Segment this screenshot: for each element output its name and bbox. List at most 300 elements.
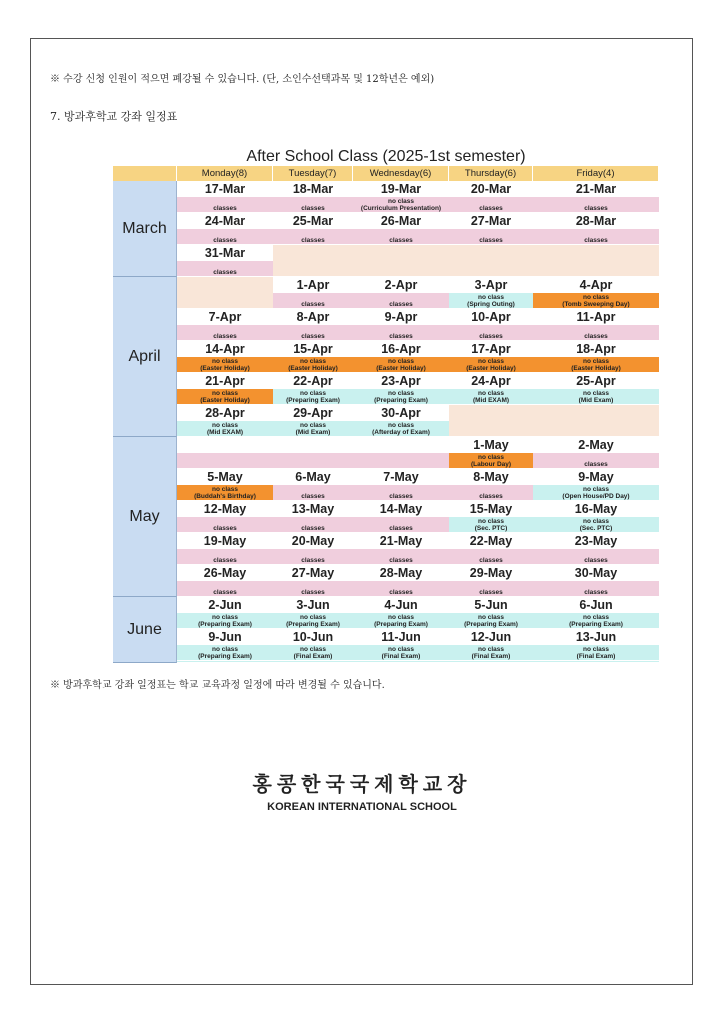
status-line-2: classes <box>389 557 413 564</box>
status-cell <box>533 613 659 629</box>
month-label: June <box>113 597 177 663</box>
status-line-1: no class <box>582 486 609 493</box>
status-line-1 <box>533 454 659 461</box>
status-cell <box>533 485 659 501</box>
status-line-2: classes <box>584 461 608 468</box>
status-cell <box>449 421 533 437</box>
status-cell <box>533 517 659 533</box>
status-line-1: no class <box>211 614 238 621</box>
day-header: Monday(8) <box>177 166 273 181</box>
status-line-2: (Preparing Exam) <box>198 621 252 628</box>
status-line-1 <box>177 518 273 525</box>
status-line-1: no class <box>387 614 414 621</box>
status-line-1 <box>353 486 449 493</box>
status-line-2: (Easter Holiday) <box>376 365 426 372</box>
status-cell <box>533 645 659 661</box>
date-cell: 8-May <box>449 469 533 485</box>
status-line-2: classes <box>389 525 413 532</box>
status-cell <box>449 581 533 597</box>
date-cell: 15-May <box>449 501 533 517</box>
status-cell <box>449 613 533 629</box>
status-cell <box>273 357 353 373</box>
status-cell <box>533 197 659 213</box>
status-cell <box>353 661 449 663</box>
status-cell <box>449 229 533 245</box>
status-cell <box>353 549 449 565</box>
status-line-1: no class <box>477 646 504 653</box>
status-line-1: no class <box>387 390 414 397</box>
date-cell: 27-Mar <box>449 213 533 229</box>
status-line-1 <box>273 582 353 589</box>
status-line-2: classes <box>479 589 503 596</box>
status-cell <box>533 549 659 565</box>
status-cell <box>449 549 533 565</box>
status-line-2: (Mid Exam) <box>578 397 614 404</box>
status-line-1 <box>353 294 449 301</box>
status-line-2: classes <box>389 301 413 308</box>
status-line-1: no class <box>299 422 326 429</box>
status-cell <box>353 325 449 341</box>
status-line-2: (Sec. PTC) <box>474 525 508 532</box>
date-cell: 12-May <box>177 501 273 517</box>
date-cell: 1-Apr <box>273 277 353 293</box>
date-cell: 22-May <box>449 533 533 549</box>
status-line-2: classes <box>584 237 608 244</box>
status-cell <box>177 197 273 213</box>
status-line-1 <box>533 582 659 589</box>
status-cell <box>177 325 273 341</box>
date-cell: 13-May <box>273 501 353 517</box>
date-cell: 1-May <box>449 437 533 453</box>
status-cell <box>273 261 353 277</box>
status-line-1 <box>273 550 353 557</box>
status-cell <box>273 549 353 565</box>
status-line-1: no class <box>299 358 326 365</box>
status-cell <box>353 485 449 501</box>
status-line-2: classes <box>301 205 325 212</box>
status-cell <box>533 453 659 469</box>
status-line-1 <box>353 230 449 237</box>
status-cell <box>449 325 533 341</box>
status-line-2: classes <box>584 333 608 340</box>
status-cell <box>177 485 273 501</box>
status-cell <box>273 645 353 661</box>
status-line-1: no class <box>211 390 238 397</box>
status-line-2: (Easter Holiday) <box>288 365 338 372</box>
status-cell <box>533 661 659 663</box>
status-line-2: classes <box>213 525 237 532</box>
status-line-2: classes <box>389 333 413 340</box>
status-cell <box>273 229 353 245</box>
status-line-1 <box>449 486 533 493</box>
date-cell: 21-Apr <box>177 373 273 389</box>
status-line-2: (Mid Exam) <box>295 429 331 436</box>
status-cell <box>177 453 273 469</box>
status-cell <box>177 357 273 373</box>
date-cell: 31-Mar <box>177 245 273 261</box>
status-cell <box>533 325 659 341</box>
status-line-1: no class <box>299 614 326 621</box>
status-line-1 <box>273 326 353 333</box>
status-cell <box>533 357 659 373</box>
status-line-2: (Preparing Exam) <box>198 653 252 660</box>
date-cell: 9-Apr <box>353 309 449 325</box>
status-line-2: (Easter Holiday) <box>466 365 516 372</box>
status-line-2: classes <box>479 557 503 564</box>
status-line-1 <box>273 662 353 663</box>
status-line-1 <box>177 262 273 269</box>
date-cell <box>449 405 533 421</box>
status-cell <box>449 293 533 309</box>
date-cell: 7-Apr <box>177 309 273 325</box>
date-cell: 17-Apr <box>449 341 533 357</box>
status-line-2: classes <box>213 589 237 596</box>
status-line-1 <box>177 454 273 461</box>
status-line-1 <box>273 518 353 525</box>
status-line-1 <box>177 582 273 589</box>
status-line-1: no class <box>477 454 504 461</box>
status-line-1: no class <box>211 486 238 493</box>
date-cell: 11-Jun <box>353 629 449 645</box>
status-line-1: no class <box>211 358 238 365</box>
status-line-2: (Spring Outing) <box>467 301 515 308</box>
status-line-2: (Buddah's Birthday) <box>194 493 256 500</box>
date-cell: 28-Apr <box>177 405 273 421</box>
status-cell <box>353 357 449 373</box>
status-cell <box>449 357 533 373</box>
status-line-1 <box>533 326 659 333</box>
date-cell: 24-Mar <box>177 213 273 229</box>
status-line-2: classes <box>584 205 608 212</box>
status-line-2: (Final Exam) <box>381 653 421 660</box>
date-cell <box>533 405 659 421</box>
month-label: March <box>113 181 177 277</box>
status-cell <box>273 197 353 213</box>
status-line-1 <box>353 326 449 333</box>
status-line-2: classes <box>301 525 325 532</box>
status-cell <box>177 293 273 309</box>
status-line-2: (Preparing Exam) <box>464 621 518 628</box>
status-cell <box>273 293 353 309</box>
status-line-1: no class <box>387 646 414 653</box>
date-cell <box>273 437 353 453</box>
status-cell <box>177 549 273 565</box>
status-line-1 <box>353 582 449 589</box>
date-cell <box>177 437 273 453</box>
status-line-2: classes <box>389 493 413 500</box>
status-line-1 <box>449 230 533 237</box>
status-line-1: no class <box>387 198 414 205</box>
status-line-2: (Preparing Exam) <box>286 397 340 404</box>
status-cell <box>533 581 659 597</box>
status-cell <box>353 229 449 245</box>
status-cell <box>177 581 273 597</box>
status-line-1 <box>449 326 533 333</box>
status-cell <box>449 645 533 661</box>
date-cell: 5-Jun <box>449 597 533 613</box>
status-line-1 <box>177 550 273 557</box>
status-cell <box>533 293 659 309</box>
status-line-1 <box>533 550 659 557</box>
date-cell: 26-May <box>177 565 273 581</box>
status-line-1: no class <box>387 422 414 429</box>
status-line-1: no class <box>582 518 609 525</box>
status-line-2: (Easter Holiday) <box>571 365 621 372</box>
status-cell <box>273 389 353 405</box>
status-cell <box>273 325 353 341</box>
date-cell: 30-May <box>533 565 659 581</box>
date-cell <box>353 245 449 261</box>
day-header: Tuesday(7) <box>273 166 353 181</box>
status-cell <box>449 453 533 469</box>
status-line-2: (Curriculum Presentation) <box>360 205 442 212</box>
date-cell: 12-Jun <box>449 629 533 645</box>
month-label: May <box>113 437 177 597</box>
date-cell: 2-May <box>533 437 659 453</box>
status-cell <box>177 421 273 437</box>
date-cell: 16-Apr <box>353 341 449 357</box>
status-line-1 <box>353 454 449 461</box>
status-cell <box>449 661 533 663</box>
date-cell: 18-Apr <box>533 341 659 357</box>
status-line-2: (Sec. PTC) <box>579 525 613 532</box>
date-cell: 28-Mar <box>533 213 659 229</box>
status-cell <box>353 197 449 213</box>
status-line-2: classes <box>213 237 237 244</box>
status-cell <box>177 261 273 277</box>
status-cell <box>177 229 273 245</box>
date-cell: 20-May <box>273 533 353 549</box>
date-cell: 25-Apr <box>533 373 659 389</box>
date-cell: 21-Mar <box>533 181 659 197</box>
status-cell <box>273 453 353 469</box>
status-line-1: no class <box>477 358 504 365</box>
status-line-1 <box>533 662 659 663</box>
date-cell: 29-May <box>449 565 533 581</box>
status-line-1 <box>177 326 273 333</box>
status-cell <box>353 645 449 661</box>
status-line-1: no class <box>477 294 504 301</box>
status-line-2: classes <box>301 333 325 340</box>
date-cell: 10-Apr <box>449 309 533 325</box>
date-cell: 5-May <box>177 469 273 485</box>
date-cell: 29-Apr <box>273 405 353 421</box>
status-cell <box>177 517 273 533</box>
status-cell <box>449 389 533 405</box>
date-cell: 4-Apr <box>533 277 659 293</box>
date-cell <box>273 245 353 261</box>
status-cell <box>449 517 533 533</box>
date-cell: 23-Apr <box>353 373 449 389</box>
date-cell: 19-May <box>177 533 273 549</box>
date-cell: 20-Mar <box>449 181 533 197</box>
status-line-1: no class <box>582 294 609 301</box>
status-cell <box>177 645 273 661</box>
status-cell <box>273 485 353 501</box>
status-line-1 <box>533 198 659 205</box>
schedule-title: After School Class (2025-1st semester) <box>246 148 526 165</box>
date-cell: 7-May <box>353 469 449 485</box>
status-line-1 <box>273 262 353 269</box>
status-line-1 <box>273 486 353 493</box>
date-cell: 11-Apr <box>533 309 659 325</box>
status-line-2: (Preparing Exam) <box>569 621 623 628</box>
status-cell <box>353 293 449 309</box>
status-line-1: no class <box>477 614 504 621</box>
date-cell: 4-Jun <box>353 597 449 613</box>
date-cell: 21-May <box>353 533 449 549</box>
status-cell <box>353 517 449 533</box>
date-cell <box>353 437 449 453</box>
date-cell: 18-Mar <box>273 181 353 197</box>
status-cell <box>449 485 533 501</box>
date-cell: 17-Mar <box>177 181 273 197</box>
status-line-2: (Final Exam) <box>471 653 511 660</box>
status-cell <box>449 197 533 213</box>
status-line-2: (Open House/PD Day) <box>562 493 630 500</box>
status-line-2: classes <box>301 301 325 308</box>
principal-signature: 홍콩한국국제학교장 <box>252 772 472 796</box>
status-line-2: (Easter Holiday) <box>200 397 250 404</box>
status-line-2: classes <box>301 493 325 500</box>
date-cell: 9-May <box>533 469 659 485</box>
status-line-1 <box>177 662 273 663</box>
status-line-1 <box>449 422 533 429</box>
status-line-2: classes <box>301 589 325 596</box>
status-cell <box>533 229 659 245</box>
day-header: Friday(4) <box>533 166 659 181</box>
status-line-2: classes <box>479 333 503 340</box>
date-cell: 26-Mar <box>353 213 449 229</box>
date-cell: 14-Apr <box>177 341 273 357</box>
status-line-1 <box>177 294 273 301</box>
schedule-table <box>113 148 659 660</box>
status-line-1: no class <box>477 518 504 525</box>
date-cell: 3-Jun <box>273 597 353 613</box>
status-cell <box>353 613 449 629</box>
status-cell <box>177 661 273 663</box>
status-line-2: classes <box>584 589 608 596</box>
status-cell <box>353 261 449 277</box>
day-header: Thursday(6) <box>449 166 533 181</box>
date-cell: 10-Jun <box>273 629 353 645</box>
day-header: Wednesday(6) <box>353 166 449 181</box>
status-line-2: classes <box>213 557 237 564</box>
status-line-2: (Final Exam) <box>576 653 616 660</box>
status-line-1 <box>177 198 273 205</box>
date-cell: 27-May <box>273 565 353 581</box>
status-line-1 <box>273 454 353 461</box>
status-line-1 <box>449 262 533 269</box>
status-cell <box>273 421 353 437</box>
date-cell: 23-May <box>533 533 659 549</box>
status-line-2: classes <box>213 333 237 340</box>
status-line-2: (Mid EXAM) <box>472 397 510 404</box>
status-line-2: classes <box>479 205 503 212</box>
status-line-1 <box>449 662 533 663</box>
status-line-1 <box>273 198 353 205</box>
status-line-2: (Preparing Exam) <box>286 621 340 628</box>
status-line-1 <box>353 550 449 557</box>
status-cell <box>353 389 449 405</box>
date-cell: 25-Mar <box>273 213 353 229</box>
schedule-grid <box>113 166 659 660</box>
status-line-1: no class <box>211 422 238 429</box>
status-line-1: no class <box>582 358 609 365</box>
date-cell: 19-Mar <box>353 181 449 197</box>
status-line-2: (Preparing Exam) <box>374 621 428 628</box>
status-cell <box>533 421 659 437</box>
status-line-1 <box>273 294 353 301</box>
date-cell: 14-May <box>353 501 449 517</box>
status-cell <box>177 613 273 629</box>
status-line-2: classes <box>301 237 325 244</box>
status-line-2: (Afterday of Exam) <box>372 429 430 436</box>
status-cell <box>353 581 449 597</box>
status-line-1: no class <box>477 390 504 397</box>
status-line-1 <box>533 262 659 269</box>
date-cell: 30-Apr <box>353 405 449 421</box>
status-line-1 <box>177 230 273 237</box>
status-cell <box>533 389 659 405</box>
date-cell <box>177 277 273 293</box>
change-note: ※ 방과후학교 강좌 일정표는 학교 교육과정 일정에 따라 변경될 수 있습니다. <box>50 680 385 691</box>
date-cell: 9-Jun <box>177 629 273 645</box>
status-line-2: (Preparing Exam) <box>374 397 428 404</box>
section-heading: 7. 방과후학교 강좌 일정표 <box>50 110 178 123</box>
status-line-2: classes <box>479 493 503 500</box>
status-line-2: (Mid EXAM) <box>206 429 244 436</box>
status-line-1: no class <box>582 614 609 621</box>
date-cell: 2-Apr <box>353 277 449 293</box>
status-line-1 <box>533 230 659 237</box>
status-cell <box>273 517 353 533</box>
status-line-1 <box>273 230 353 237</box>
date-cell <box>533 245 659 261</box>
status-line-1: no class <box>582 390 609 397</box>
status-line-1: no class <box>299 646 326 653</box>
status-line-1: no class <box>387 358 414 365</box>
date-cell: 2-Jun <box>177 597 273 613</box>
status-line-2: classes <box>389 237 413 244</box>
date-cell: 8-Apr <box>273 309 353 325</box>
status-line-1: no class <box>299 390 326 397</box>
date-cell: 6-Jun <box>533 597 659 613</box>
date-cell <box>449 245 533 261</box>
status-cell <box>273 613 353 629</box>
status-line-2: (Labour Day) <box>470 461 512 468</box>
status-cell <box>273 581 353 597</box>
date-cell: 16-May <box>533 501 659 517</box>
status-line-1 <box>449 198 533 205</box>
month-label: April <box>113 277 177 437</box>
enrollment-note: ※ 수강 신청 인원이 적으면 폐강될 수 있습니다. (단, 소인수선택과목 및 12학년은 예외) <box>50 74 435 85</box>
status-line-1 <box>353 662 449 663</box>
status-line-1 <box>353 518 449 525</box>
date-cell: 28-May <box>353 565 449 581</box>
date-cell: 3-Apr <box>449 277 533 293</box>
status-line-1: no class <box>582 646 609 653</box>
date-cell: 13-Jun <box>533 629 659 645</box>
date-cell: 24-Apr <box>449 373 533 389</box>
status-line-2: classes <box>213 269 237 276</box>
status-line-2: (Easter Holiday) <box>200 365 250 372</box>
school-name: KOREAN INTERNATIONAL SCHOOL <box>267 801 457 813</box>
status-line-2: classes <box>213 205 237 212</box>
status-line-2: classes <box>389 589 413 596</box>
status-cell <box>177 389 273 405</box>
status-line-2: classes <box>301 557 325 564</box>
